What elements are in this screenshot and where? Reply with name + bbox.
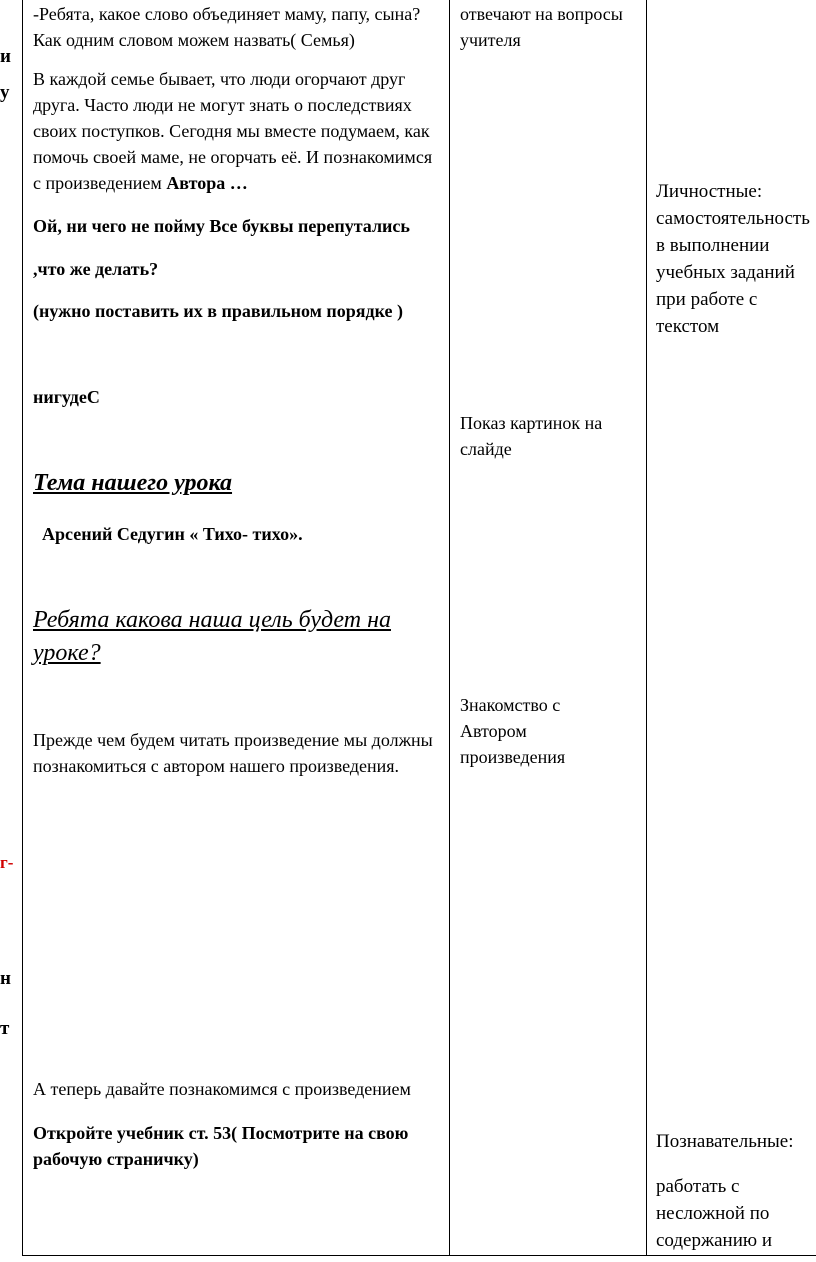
personal-line: самостоятельность <box>656 208 810 229</box>
answer-line-2: учителя <box>460 30 521 50</box>
answer-line-1: отвечают на вопросы <box>460 4 623 24</box>
personal-title: Личностные: <box>656 181 763 202</box>
meet-author-line-3: произведения <box>460 747 566 767</box>
intro-paragraph <box>33 66 443 196</box>
lesson-topic-heading: Тема нашего урока <box>33 470 233 496</box>
order-letters-line: (нужно поставить их в правильном порядке ) <box>33 301 404 321</box>
left-fragment: г- <box>0 853 14 872</box>
left-fragment: у <box>0 82 10 103</box>
left-fragment: т <box>0 1018 10 1039</box>
what-to-do-line: ,что же делать? <box>33 259 159 279</box>
show-pictures-line-2: слайде <box>460 439 512 459</box>
before-reading-paragraph: Прежде чем будем читать произведение мы должны познакомиться с автором нашего произведения. <box>33 730 433 776</box>
intro-author: Автора … <box>166 173 248 193</box>
cognitive-line: работать с <box>656 1176 740 1197</box>
mixed-letters-line: Ой, ни чего не пойму Все буквы перепутались <box>33 216 410 236</box>
now-meet-line: А теперь давайте познакомимся с произведением <box>33 1079 411 1099</box>
intro-text: В каждой семье бывает, что люди огорчают друг друга. Часто люди не могут знать о последствиях своих поступков. Сегодня мы вместе подумаем, как помочь своей маме, не огорчать её. И познакомимся с произведением <box>33 69 433 193</box>
personal-line: учебных заданий <box>656 262 795 283</box>
cognitive-title: Познавательные: <box>656 1131 794 1152</box>
meet-author-line-1: Знакомство с <box>460 695 561 715</box>
personal-line: в выполнении <box>656 235 770 256</box>
personal-line: при работе с <box>656 289 758 310</box>
table-border-col2-col3 <box>449 0 450 1256</box>
personal-line: текстом <box>656 316 720 337</box>
work-title: Арсений Седугин « Тихо- тихо». <box>42 524 303 544</box>
meet-author-line-2: Автором <box>460 721 527 741</box>
lesson-goal-question: Ребята какова наша цель будет на уроке? <box>33 607 391 666</box>
show-pictures-line-1: Показ картинок на <box>460 413 603 433</box>
cognitive-line: несложной по <box>656 1203 770 1224</box>
left-fragment: и <box>0 46 11 67</box>
open-textbook-instruction: Откройте учебник ст. 53( Посмотрите на свою рабочую страничку) <box>33 1123 409 1169</box>
scrambled-word: нигудеС <box>33 387 100 407</box>
table-border-left <box>22 0 23 1256</box>
question-family: -Ребята, какое слово объединяет маму, папу, сына? Как одним словом можем назвать( Семья) <box>33 4 421 50</box>
outcomes-column <box>647 0 816 1256</box>
cognitive-line: содержанию и <box>656 1230 772 1251</box>
left-fragment: н <box>0 968 11 989</box>
